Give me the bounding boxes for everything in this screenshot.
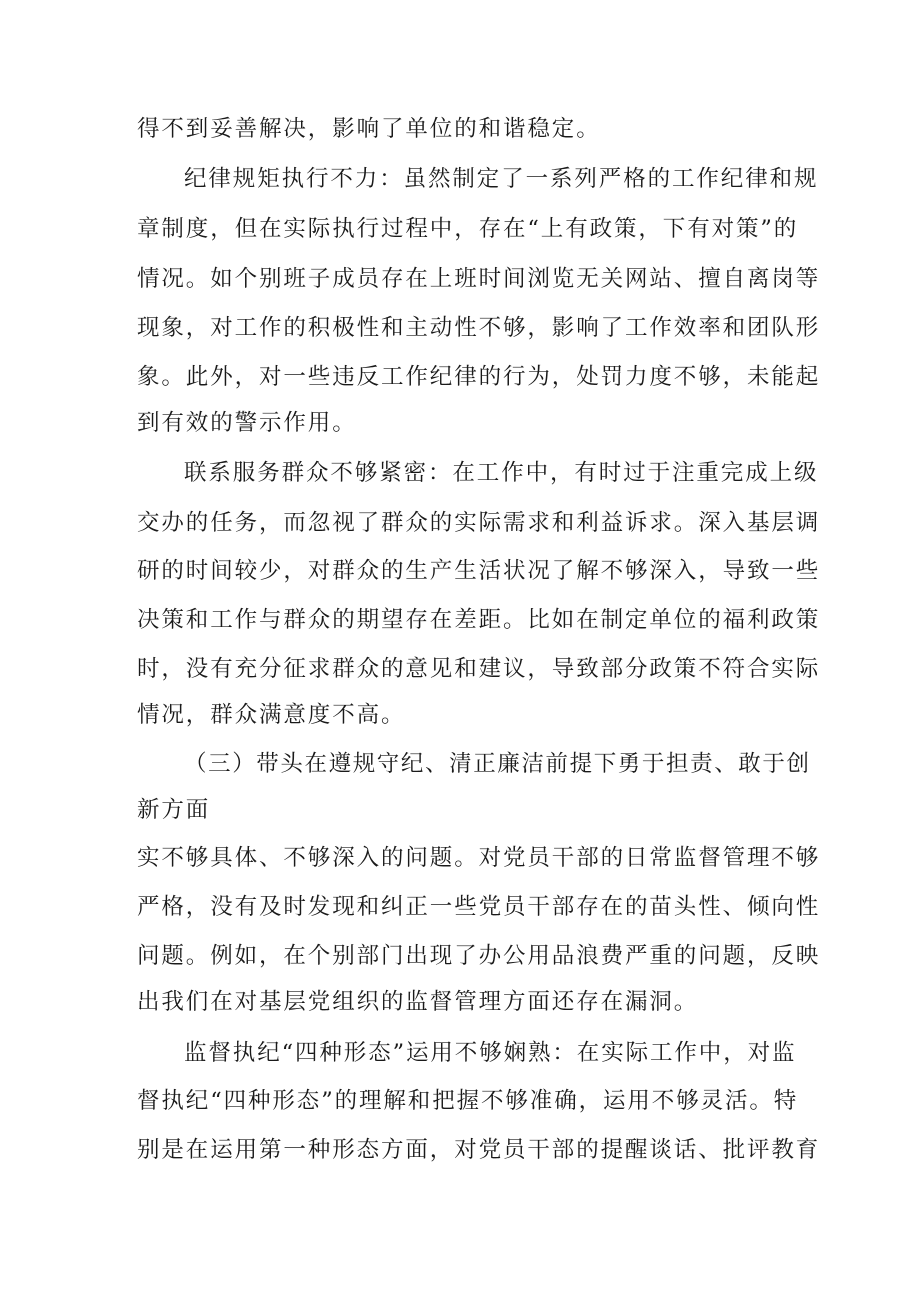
text-line: 到有效的警示作用。 xyxy=(137,410,357,436)
text-line: 决策和工作与群众的期望存在差距。比如在制定单位的福利政策 xyxy=(137,607,821,633)
text-line: 情况。如个别班子成员存在上班时间浏览无关网站、擅自离岗等 xyxy=(137,266,821,292)
text-line: 问题。例如，在个别部门出现了办公用品浪费严重的问题，反映 xyxy=(137,943,821,969)
text-line: 联系服务群众不够紧密：在工作中，有时过于注重完成上级 xyxy=(184,460,819,486)
text-line: 督执纪“四种形态”的理解和把握不够准确，运用不够灵活。特 xyxy=(137,1088,799,1114)
text-line: 交办的任务，而忽视了群众的实际需求和利益诉求。深入基层调 xyxy=(137,510,821,536)
text-line: 别是在运用第一种形态方面，对党员干部的提醒谈话、批评教育 xyxy=(137,1137,821,1163)
text-line: 章制度，但在实际执行过程中，存在“上有政策，下有对策”的 xyxy=(137,216,799,242)
text-line: 研的时间较少，对群众的生产生活状况了解不够深入，导致一些 xyxy=(137,558,821,584)
text-line: 实不够具体、不够深入的问题。对党员干部的日常监督管理不够 xyxy=(137,845,821,871)
text-line: 监督执纪“四种形态”运用不够娴熟：在实际工作中，对监 xyxy=(184,1040,797,1066)
text-line: 出我们在对基层党组织的监督管理方面还存在漏洞。 xyxy=(137,989,699,1015)
text-line: 情况，群众满意度不高。 xyxy=(137,702,406,728)
section-heading: （三）带头在遵规守纪、清正廉洁前提下勇于担责、敢于创 xyxy=(184,751,811,777)
text-line: 象。此外，对一些违反工作纪律的行为，处罚力度不够，未能起 xyxy=(137,364,821,390)
section-heading-continued: 新方面 xyxy=(137,797,211,823)
text-line: 时，没有充分征求群众的意见和建议，导致部分政策不符合实际 xyxy=(137,656,821,682)
text-line: 现象，对工作的积极性和主动性不够，影响了工作效率和团队形 xyxy=(137,315,821,341)
text-line: 纪律规矩执行不力：虽然制定了一系列严格的工作纪律和规 xyxy=(184,166,819,192)
text-line: 得不到妥善解决，影响了单位的和谐稳定。 xyxy=(137,116,601,142)
text-line: 严格，没有及时发现和纠正一些党员干部存在的苗头性、倾向性 xyxy=(137,894,821,920)
